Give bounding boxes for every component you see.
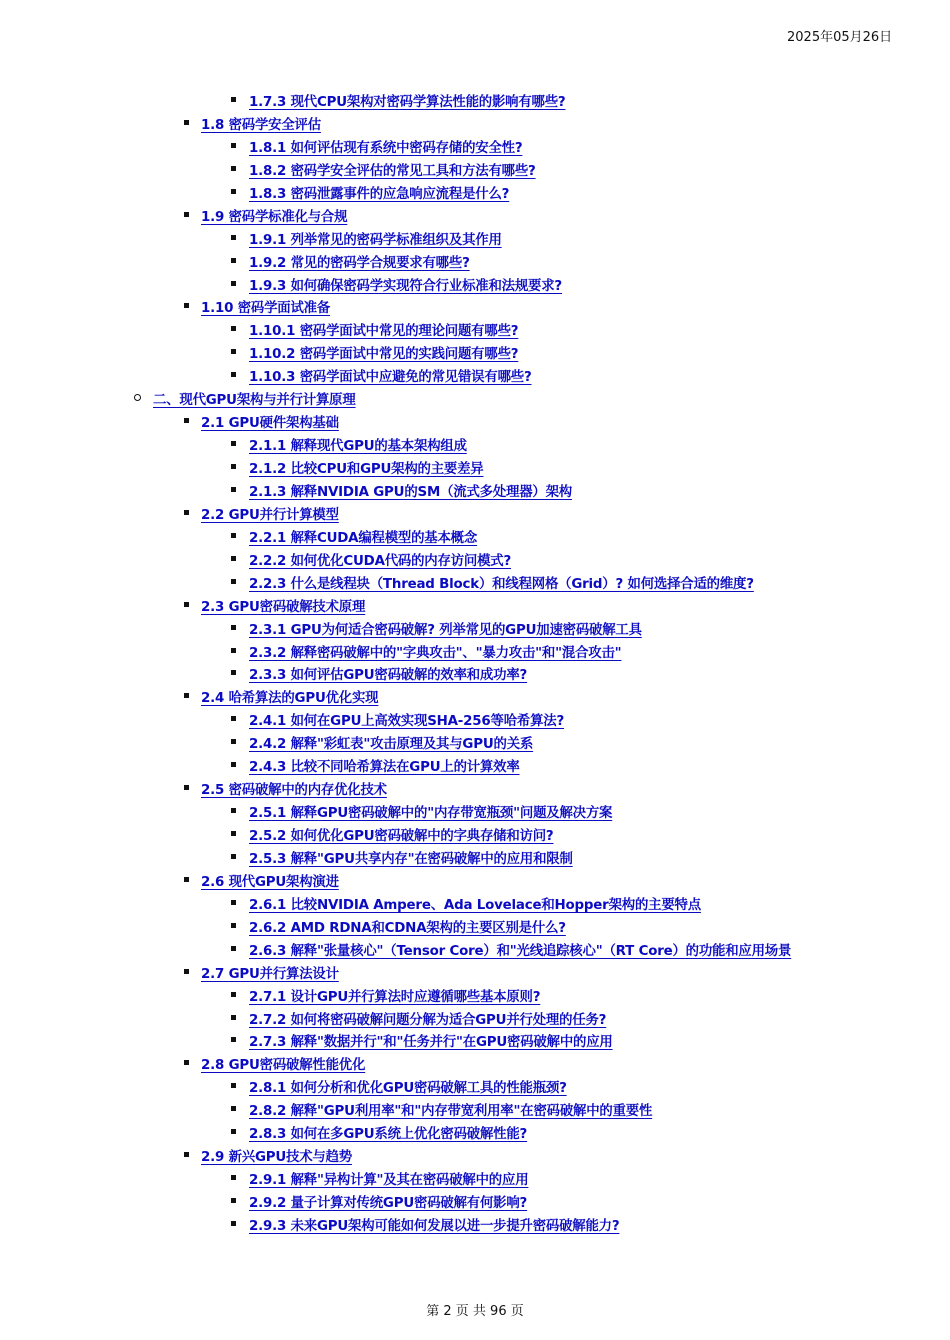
- toc-item: [0, 251, 950, 274]
- toc-item: [0, 1076, 950, 1099]
- toc-item: [0, 205, 950, 228]
- toc-link[interactable]: 2.3 GPU密码破解技术原理: [201, 599, 366, 615]
- square-bullet-icon: [231, 1083, 236, 1088]
- toc-item: [0, 962, 950, 985]
- square-bullet-icon: [184, 212, 189, 217]
- toc-item: [0, 480, 950, 503]
- toc-item: [0, 618, 950, 641]
- toc-link[interactable]: 2.2 GPU并行计算模型: [201, 507, 339, 523]
- toc-item: [0, 1122, 950, 1145]
- toc-item: [0, 847, 950, 870]
- toc-link[interactable]: 2.3.1 GPU为何适合密码破解? 列举常见的GPU加速密码破解工具: [249, 622, 642, 638]
- toc-item: [0, 457, 950, 480]
- toc-item: [0, 1030, 950, 1053]
- toc-link[interactable]: 2.4 哈希算法的GPU优化实现: [201, 691, 379, 707]
- square-bullet-icon: [231, 831, 236, 836]
- toc-item: [0, 319, 950, 342]
- toc-item: [0, 159, 950, 182]
- circle-bullet-icon: [134, 394, 141, 401]
- toc-item: [0, 1214, 950, 1237]
- toc-item: [0, 342, 950, 365]
- toc-link[interactable]: 2.7 GPU并行算法设计: [201, 966, 339, 982]
- toc-link[interactable]: 2.5.1 解释GPU密码破解中的"内存带宽瓶颈"问题及解决方案: [249, 806, 613, 822]
- toc-item: [0, 985, 950, 1008]
- toc-item: [0, 1008, 950, 1031]
- square-bullet-icon: [184, 877, 189, 882]
- toc-link[interactable]: 2.7.1 设计GPU并行算法时应遵循哪些基本原则?: [249, 989, 541, 1005]
- square-bullet-icon: [231, 716, 236, 721]
- square-bullet-icon: [184, 418, 189, 423]
- toc-item: [0, 411, 950, 434]
- toc-link[interactable]: 2.3.2 解释密码破解中的"字典攻击"、"暴力攻击"和"混合攻击": [249, 645, 622, 661]
- square-bullet-icon: [231, 533, 236, 538]
- toc-link[interactable]: 2.7.2 如何将密码破解问题分解为适合GPU并行处理的任务?: [249, 1012, 607, 1028]
- toc-item: [0, 801, 950, 824]
- toc-item: [0, 1145, 950, 1168]
- square-bullet-icon: [184, 602, 189, 607]
- square-bullet-icon: [184, 1060, 189, 1065]
- square-bullet-icon: [184, 785, 189, 790]
- toc-link[interactable]: 2.5.2 如何优化GPU密码破解中的字典存储和访问?: [249, 829, 554, 844]
- toc-link[interactable]: 1.7.3 现代CPU架构对密码学算法性能的影响有哪些?: [249, 95, 566, 110]
- toc-link[interactable]: 2.1.2 比较CPU和GPU架构的主要差异: [249, 462, 484, 477]
- toc-link[interactable]: 2.9.1 解释"异构计算"及其在密码破解中的应用: [249, 1173, 529, 1189]
- toc-item: [0, 113, 950, 136]
- square-bullet-icon: [231, 648, 236, 653]
- square-bullet-icon: [231, 372, 236, 377]
- toc-item: [0, 732, 950, 755]
- square-bullet-icon: [231, 143, 236, 148]
- toc-link[interactable]: 1.9 密码学标准化与合规: [201, 209, 348, 225]
- toc-link[interactable]: 1.10.3 密码学面试中应避免的常见错误有哪些?: [249, 370, 532, 386]
- square-bullet-icon: [231, 1037, 236, 1042]
- toc-link[interactable]: 2.2.2 如何优化CUDA代码的内存访问模式?: [249, 553, 512, 569]
- toc-link[interactable]: 1.10 密码学面试准备: [201, 301, 331, 317]
- toc-link[interactable]: 1.8.1 如何评估现有系统中密码存储的安全性?: [249, 140, 523, 156]
- square-bullet-icon: [184, 120, 189, 125]
- square-bullet-icon: [231, 670, 236, 675]
- toc-item: [0, 870, 950, 893]
- square-bullet-icon: [184, 303, 189, 308]
- toc-link[interactable]: 2.4.1 如何在GPU上高效实现SHA-256等哈希算法?: [249, 714, 565, 730]
- toc-link[interactable]: 2.8 GPU密码破解性能优化: [201, 1058, 366, 1074]
- toc-item: [0, 778, 950, 801]
- toc-link[interactable]: 1.8.2 密码学安全评估的常见工具和方法有哪些?: [249, 163, 536, 179]
- toc-link[interactable]: 2.1.3 解释NVIDIA GPU的SM（流式多处理器）架构: [249, 484, 572, 500]
- toc-item: [0, 434, 950, 457]
- toc-link[interactable]: 1.10.1 密码学面试中常见的理论问题有哪些?: [249, 324, 519, 340]
- toc-item: [0, 1099, 950, 1122]
- toc-item: [0, 136, 950, 159]
- toc-item: [0, 365, 950, 388]
- square-bullet-icon: [231, 1221, 236, 1226]
- square-bullet-icon: [231, 1106, 236, 1111]
- toc-item: [0, 296, 950, 319]
- toc-link[interactable]: 2.3.3 如何评估GPU密码破解的效率和成功率?: [249, 668, 528, 684]
- toc-link[interactable]: 二、现代GPU架构与并行计算原理: [153, 393, 356, 409]
- square-bullet-icon: [231, 854, 236, 859]
- square-bullet-icon: [231, 441, 236, 446]
- toc-link[interactable]: 2.8.2 解释"GPU利用率"和"内存带宽利用率"在密码破解中的重要性: [249, 1104, 653, 1120]
- toc-link[interactable]: 2.5 密码破解中的内存优化技术: [201, 783, 387, 799]
- square-bullet-icon: [184, 693, 189, 698]
- toc-item: [0, 663, 950, 686]
- toc-item: [0, 1191, 950, 1214]
- toc-link[interactable]: 2.8.1 如何分析和优化GPU密码破解工具的性能瓶颈?: [249, 1081, 567, 1097]
- square-bullet-icon: [231, 946, 236, 951]
- square-bullet-icon: [231, 579, 236, 584]
- square-bullet-icon: [184, 510, 189, 515]
- toc-link[interactable]: 2.7.3 解释"数据并行"和"任务并行"在GPU密码破解中的应用: [249, 1035, 613, 1051]
- toc-item: [0, 686, 950, 709]
- toc-item: [0, 1168, 950, 1191]
- toc-item: [0, 503, 950, 526]
- print-date: 2025年05月26日: [787, 30, 893, 45]
- page-number: 第 2 页 共 96 页: [426, 1304, 524, 1319]
- toc-link[interactable]: 2.6 现代GPU架构演进: [201, 874, 339, 890]
- toc-link[interactable]: 1.10.2 密码学面试中常见的实践问题有哪些?: [249, 347, 519, 363]
- square-bullet-icon: [231, 1198, 236, 1203]
- square-bullet-icon: [231, 281, 236, 286]
- toc-link[interactable]: 2.4.3 比较不同哈希算法在GPU上的计算效率: [249, 760, 520, 776]
- toc-link[interactable]: 1.9.3 如何确保密码学实现符合行业标准和法规要求?: [249, 278, 562, 294]
- square-bullet-icon: [231, 464, 236, 469]
- square-bullet-icon: [231, 326, 236, 331]
- toc-item: [0, 388, 950, 411]
- toc-link[interactable]: 2.9.3 未来GPU架构可能如何发展以进一步提升密码破解能力?: [249, 1218, 620, 1234]
- toc-link[interactable]: 2.6.1 比较NVIDIA Ampere、Ada Lovelace和Hopper架构的主要特点: [249, 897, 701, 913]
- square-bullet-icon: [184, 1152, 189, 1157]
- toc-item: [0, 274, 950, 297]
- toc-item: [0, 182, 950, 205]
- toc-item: [0, 755, 950, 778]
- toc-link[interactable]: 2.6.3 解释"张量核心"（Tensor Core）和"光线追踪核心"（RT Core）的功能和应用场景: [249, 943, 792, 959]
- square-bullet-icon: [231, 556, 236, 561]
- toc-item: [0, 939, 950, 962]
- square-bullet-icon: [231, 235, 236, 240]
- toc-link[interactable]: 2.1 GPU硬件架构基础: [201, 416, 339, 432]
- square-bullet-icon: [231, 762, 236, 767]
- toc-link[interactable]: 1.9.2 常见的密码学合规要求有哪些?: [249, 255, 470, 271]
- toc-link[interactable]: 1.9.1 列举常见的密码学标准组织及其作用: [249, 232, 502, 248]
- toc-link[interactable]: 2.9.2 量子计算对传统GPU密码破解有何影响?: [249, 1196, 528, 1211]
- square-bullet-icon: [231, 992, 236, 997]
- toc-link[interactable]: 2.6.2 AMD RDNA和CDNA架构的主要区别是什么?: [249, 920, 566, 936]
- square-bullet-icon: [231, 189, 236, 194]
- toc-item: [0, 916, 950, 939]
- toc-link[interactable]: 1.8.3 密码泄露事件的应急响应流程是什么?: [249, 186, 510, 202]
- toc-item: [0, 572, 950, 595]
- square-bullet-icon: [231, 625, 236, 630]
- toc-item: [0, 90, 950, 113]
- toc-link[interactable]: 2.2.1 解释CUDA编程模型的基本概念: [249, 530, 478, 546]
- toc-link[interactable]: 2.9 新兴GPU技术与趋势: [201, 1150, 352, 1166]
- square-bullet-icon: [231, 808, 236, 813]
- square-bullet-icon: [231, 97, 236, 102]
- toc-item: [0, 1053, 950, 1076]
- square-bullet-icon: [231, 487, 236, 492]
- square-bullet-icon: [231, 258, 236, 263]
- square-bullet-icon: [231, 349, 236, 354]
- toc-link[interactable]: 2.5.3 解释"GPU共享内存"在密码破解中的应用和限制: [249, 851, 573, 867]
- toc-item: [0, 824, 950, 847]
- table-of-contents: [0, 90, 950, 1237]
- toc-item: [0, 595, 950, 618]
- toc-item: [0, 549, 950, 572]
- square-bullet-icon: [231, 166, 236, 171]
- toc-item: [0, 641, 950, 664]
- square-bullet-icon: [231, 739, 236, 744]
- toc-item: [0, 893, 950, 916]
- toc-link[interactable]: 2.8.3 如何在多GPU系统上优化密码破解性能?: [249, 1127, 528, 1143]
- square-bullet-icon: [184, 969, 189, 974]
- toc-link[interactable]: 1.8 密码学安全评估: [201, 117, 321, 133]
- toc-item: [0, 709, 950, 732]
- square-bullet-icon: [231, 1129, 236, 1134]
- toc-link[interactable]: 2.2.3 什么是线程块（Thread Block）和线程网格（Grid）? 如何选择合适的维度?: [249, 576, 754, 592]
- square-bullet-icon: [231, 900, 236, 905]
- square-bullet-icon: [231, 1015, 236, 1020]
- square-bullet-icon: [231, 923, 236, 928]
- square-bullet-icon: [231, 1175, 236, 1180]
- toc-item: [0, 526, 950, 549]
- toc-link[interactable]: 2.4.2 解释"彩虹表"攻击原理及其与GPU的关系: [249, 737, 534, 753]
- toc-link[interactable]: 2.1.1 解释现代GPU的基本架构组成: [249, 439, 467, 455]
- toc-item: [0, 228, 950, 251]
